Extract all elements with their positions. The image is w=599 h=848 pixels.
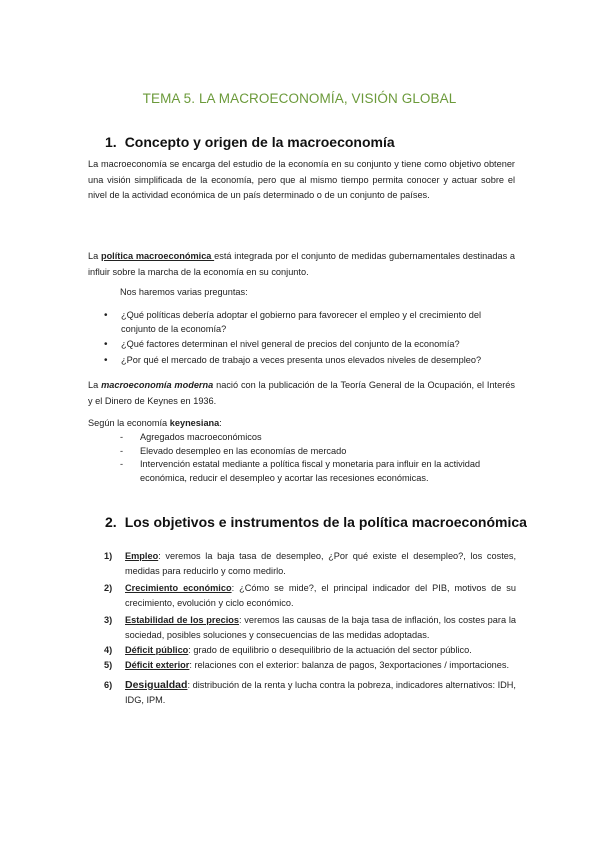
- list-item: [104, 643, 516, 658]
- section-1-paragraph-3: [88, 378, 515, 409]
- section-1-paragraph-1: La macroeconomía se encarga del estudio de la economía en su conjunto y tiene como objetivo obtener una visión simplificada de la economía, pero que al mismo tiempo permita conocer y actuar sobre el nivel de la actividad económica de un país determinado o de un conjunto de países.: [88, 159, 515, 200]
- objective-text: : grado de equilibrio o desequilibrio de la actuación del sector público.: [188, 645, 472, 655]
- keynesian-point-text: Agregados macroeconómicos: [140, 432, 262, 442]
- term-macroeconomia-moderna: macroeconomía moderna: [101, 380, 214, 390]
- questions-intro: Nos haremos varias preguntas:: [120, 287, 248, 297]
- objective-term: Déficit público: [125, 645, 189, 655]
- list-item: [120, 458, 516, 485]
- objective-number: 6): [104, 680, 113, 690]
- keynesian-intro-suffix: :: [219, 418, 222, 428]
- term-keynesiana: keynesiana: [169, 418, 220, 428]
- question-text: ¿Por qué el mercado de trabajo a veces presenta unos elevados niveles de desempleo?: [121, 354, 482, 365]
- keynesian-point-text: Intervención estatal mediante a política fiscal y monetaria para influir en la actividad económica, reducir el desempleo y acortar las recesiones económicas.: [140, 459, 481, 483]
- term-politica-macroeconomica: política macroeconómica: [100, 251, 215, 261]
- objective-number: 1): [104, 551, 113, 561]
- questions-list: [104, 309, 516, 369]
- objective-text: : relaciones con el exterior: balanza de pagos, 3exportaciones / importaciones.: [189, 660, 510, 670]
- section-2-heading: [105, 514, 527, 530]
- paragraph-2-rest: está integrada por el conjunto de medidas gubernamentales destinadas a influir sobre la marcha de la economía en su conjunto.: [88, 251, 515, 277]
- objective-term: Empleo: [125, 551, 159, 561]
- objective-text: : veremos la baja tasa de desempleo, ¿Por qué existe el desempleo?, los costes, medidas para reducirlo y como medirlo.: [125, 551, 516, 576]
- objective-term: Desigualdad: [125, 679, 188, 691]
- paragraph-2-prefix: La: [88, 251, 101, 261]
- list-item: [104, 613, 516, 643]
- objectives-list: [104, 549, 516, 708]
- objective-term: Crecimiento económico: [125, 583, 232, 593]
- question-text: ¿Qué factores determinan el nivel general de precios del conjunto de la economía?: [121, 339, 460, 349]
- objective-term: Estabilidad de los precios: [125, 615, 239, 625]
- bullet-icon: •: [104, 310, 108, 321]
- objective-text: : ¿Cómo se mide?, el principal indicador del PIB, motivos de su crecimiento, evolución y ciclo económico.: [125, 583, 516, 608]
- section-1-paragraph-2: [88, 249, 515, 280]
- list-item: [104, 354, 516, 368]
- keynesian-points-list: [120, 431, 516, 485]
- keynesian-intro: [88, 418, 222, 428]
- objective-number: 2): [104, 583, 113, 593]
- objective-text: : distribución de la renta y lucha contra la pobreza, indicadores alternativos: IDH, IDG, IPM.: [125, 680, 516, 705]
- bullet-icon: •: [104, 339, 108, 350]
- list-item: [104, 549, 516, 579]
- list-item: [104, 678, 516, 708]
- bullet-icon: •: [104, 354, 108, 366]
- paragraph-3-rest: nació con la publicación de la Teoría General de la Ocupación, el Interés y el Dinero de Keynes en 1936.: [88, 380, 515, 406]
- keynesian-intro-prefix: Según la economía: [88, 418, 170, 428]
- dash-icon: -: [120, 459, 124, 469]
- list-item: [104, 658, 516, 673]
- section-1-heading: [105, 134, 395, 150]
- dash-icon: -: [120, 445, 124, 456]
- objective-term: Déficit exterior: [125, 660, 190, 670]
- section-2-heading-text: Los objetivos e instrumentos de la política macroeconómica: [124, 514, 527, 530]
- objective-number: 4): [104, 645, 113, 655]
- keynesian-point-text: Elevado desempleo en las economías de mercado: [140, 445, 347, 456]
- section-2-number: 2.: [105, 514, 117, 530]
- question-text: ¿Qué políticas debería adoptar el gobierno para favorecer el empleo y el crecimiento del conjunto de la economía?: [121, 310, 482, 334]
- section-1-heading-text: Concepto y origen de la macroeconomía: [124, 134, 395, 150]
- paragraph-3-prefix: La: [88, 380, 102, 390]
- list-item: [104, 309, 516, 336]
- list-item: [104, 581, 516, 611]
- objective-text: : veremos las causas de la baja tasa de inflación, los costes para la sociedad, posibles soluciones y consecuencias de las medidas adoptadas.: [125, 615, 516, 640]
- list-item: [120, 431, 516, 445]
- dash-icon: -: [120, 432, 124, 442]
- document-title: TEMA 5. LA MACROECONOMÍA, VISIÓN GLOBAL: [142, 91, 457, 106]
- objective-number: 5): [104, 660, 113, 670]
- list-item: [104, 338, 516, 352]
- list-item: [120, 445, 516, 459]
- objective-number: 3): [104, 615, 113, 625]
- section-1-number: 1.: [105, 134, 117, 150]
